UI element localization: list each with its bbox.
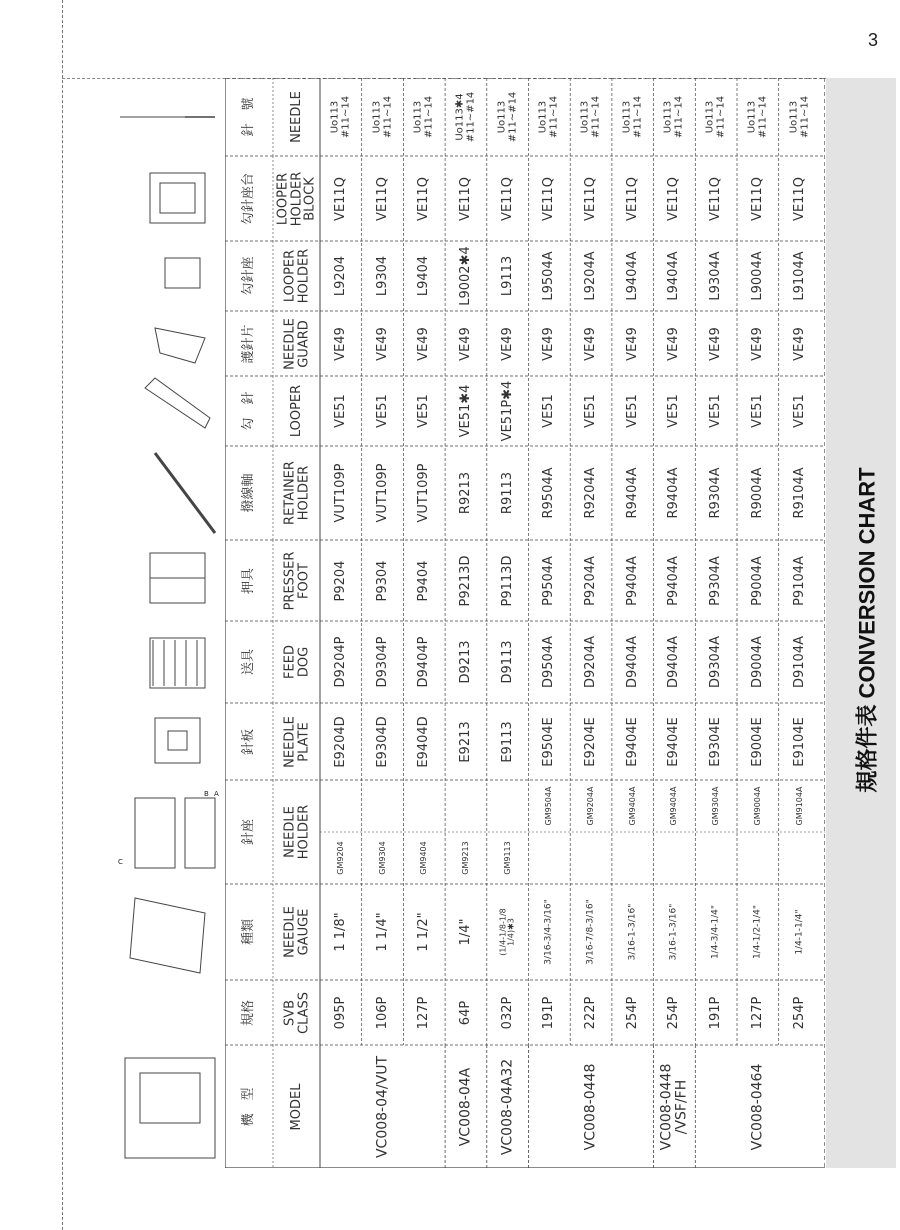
cell-gauge (499, 908, 516, 956)
cell-gauge: 3/16-1-3/16" (668, 903, 679, 961)
cell-plate: E9304E (708, 716, 724, 767)
cell-nh: GM9113 (502, 841, 512, 875)
cell-retainer: R9404A (624, 467, 640, 519)
header-looper-zh: 勾 針 (241, 391, 257, 431)
header-needle-en-line: NEEDLE (289, 91, 305, 143)
cell-gauge: 1 1/4" (374, 912, 390, 952)
header-model-en (290, 1083, 304, 1130)
cell-guard: VE49 (541, 326, 557, 361)
cell-foot: P9204 (333, 560, 349, 601)
cell-lholder: L9104A (791, 251, 807, 301)
cell-looper: VE51 (791, 394, 807, 428)
cell-nh: GM9304 (377, 841, 387, 875)
cell-needle (706, 96, 727, 138)
header-needle-holder-en-line: NEEDLE (282, 806, 298, 858)
cell-retainer: R9113 (499, 471, 515, 515)
cell-looper: VE51 (666, 394, 682, 428)
cell-nh: GM9104A (794, 786, 804, 826)
cell-needle-line: Uo113 (537, 100, 549, 134)
model-name-line: /VSF/FH (673, 1079, 690, 1134)
cell-plate: E9404D (416, 715, 432, 768)
cell-feed: D9004A (750, 636, 766, 688)
page-margin-line (62, 0, 63, 1230)
header-looper-holder-block-en (277, 171, 318, 226)
cell-needle-line: #11~14 (590, 95, 602, 139)
cell-plate: E9004E (750, 716, 766, 767)
cell-block: VE11Q (416, 176, 432, 221)
cell-block: VE11Q (791, 176, 807, 221)
cell-feed: D9204A (583, 636, 599, 688)
model-name: VC008-04/VUT (374, 1055, 391, 1158)
cell-plate: E9213 (458, 720, 474, 763)
cell-needle-line: #11~14 (423, 95, 435, 139)
header-model-en-line: MODEL (289, 1083, 305, 1130)
cell-block: VE11Q (666, 176, 682, 221)
header-presser-foot-en-line: PRESSER (282, 551, 298, 610)
cell-plate: E9204D (333, 715, 349, 768)
cell-nh: GM9204A (585, 786, 595, 826)
cell-lholder: L9204 (333, 255, 349, 297)
cell-guard: VE49 (416, 326, 432, 361)
cell-foot: P9213D (458, 555, 474, 606)
cell-foot: P9004A (750, 555, 766, 606)
cell-guard: VE49 (499, 326, 515, 361)
header-needle-guard-zh: 護針片 (241, 323, 257, 364)
header-looper-holder-block-en-line: BLOCK (302, 176, 318, 221)
cell-lholder: L9404 (416, 255, 432, 297)
header-looper-holder-block-zh: 勾針座台 (241, 172, 257, 225)
cell-needle-line: #11~14 (339, 95, 351, 139)
cell-class: 254P (791, 996, 807, 1029)
cell-looper: VE51✱4 (458, 384, 474, 438)
cell-block: VE11Q (499, 176, 515, 221)
cell-needle (539, 96, 560, 138)
cell-class: 254P (624, 996, 640, 1029)
cell-feed: D9504A (541, 636, 557, 688)
header-looper-holder-en (283, 249, 310, 304)
cell-lholder: L9404A (666, 251, 682, 301)
cell-needle-line: #11~14 (715, 95, 727, 139)
header-needle-zh: 針 號 (241, 97, 257, 137)
cell-lholder: L9204A (583, 251, 599, 301)
cell-feed: D9213 (458, 640, 474, 684)
cell-looper: VE51 (750, 394, 766, 428)
cell-block: VE11Q (624, 176, 640, 221)
cell-retainer: R9504A (541, 467, 557, 519)
header-needle-en (290, 91, 304, 143)
header-retainer-holder-en-line: RETAINER (282, 461, 298, 525)
dim-label-c: C (118, 858, 123, 866)
cell-foot: P9113D (499, 555, 515, 606)
header-gauge-en (283, 906, 310, 958)
cell-needle-line: Uo113 (704, 100, 716, 134)
cell-needle (497, 92, 518, 143)
cell-needle-line: Uo113 (412, 100, 424, 134)
cell-needle (789, 96, 810, 138)
cell-lholder: L9304A (708, 251, 724, 301)
header-feed-dog-en-line: DOG (296, 646, 311, 678)
cell-class: 127P (416, 996, 432, 1029)
cell-foot: P9404 (416, 560, 432, 601)
cell-guard: VE49 (750, 326, 766, 361)
sewing-machine-icon-inner (140, 1073, 200, 1123)
header-retainer-holder-en-line: HOLDER (296, 465, 311, 521)
cell-class: 222P (583, 996, 599, 1029)
cell-needle-line: Uo113 (746, 100, 758, 134)
header-looper-holder-zh: 勾針座 (241, 256, 257, 296)
cell-feed: D9304P (374, 636, 390, 688)
cell-needle (372, 96, 393, 138)
cell-looper: VE51 (583, 394, 599, 428)
cell-retainer: R9204A (583, 467, 599, 519)
cell-gauge: 3/16-3/4-3/16" (543, 899, 554, 965)
cell-foot: P9404A (666, 555, 682, 606)
cell-foot: P9104A (791, 555, 807, 606)
cell-needle-line: #11~14 (631, 95, 643, 139)
cell-lholder: L9504A (541, 251, 557, 301)
cell-guard: VE49 (458, 326, 474, 361)
cell-needle-line: #11~14 (756, 95, 768, 139)
cell-feed: D9113 (499, 640, 515, 684)
cell-gauge: 3/16-1-3/16" (627, 903, 638, 961)
cell-nh: GM9004A (752, 786, 762, 826)
page-number: 3 (867, 30, 878, 50)
cell-plate: E9113 (499, 720, 515, 763)
header-feed-dog-zh: 送具 (241, 648, 257, 676)
table-grid (225, 78, 825, 1168)
looper-holder-block-icon-inner (160, 183, 195, 213)
header-needle-holder-en-line: HOLDER (296, 804, 311, 860)
model-name: VC008-0464 (749, 1063, 766, 1150)
part-illustrations (65, 78, 225, 1168)
cell-class: 032P (499, 996, 515, 1029)
cell-gauge: 1/4" (458, 918, 474, 946)
header-feed-dog-en (283, 645, 310, 679)
needle-plate-icon (155, 718, 200, 763)
cell-needle-line: #11~#14 (506, 91, 518, 143)
cell-retainer: R9404A (666, 467, 682, 519)
cell-feed: D9404P (416, 636, 432, 688)
cell-block: VE11Q (708, 176, 724, 221)
header-needle-plate-en-line: NEEDLE (282, 715, 298, 768)
cell-class: 106P (374, 996, 390, 1029)
cell-retainer: R9304A (708, 467, 724, 519)
cell-needle-line: #11~14 (548, 95, 560, 139)
cell-guard: VE49 (791, 326, 807, 361)
header-feed-dog-en-line: FEED (282, 645, 298, 679)
cell-guard: VE49 (583, 326, 599, 361)
cell-plate: E9204E (583, 716, 599, 767)
cell-retainer: VUT109P (416, 463, 432, 523)
cell-guard: VE49 (624, 326, 640, 361)
header-model-zh: 機 型 (241, 1086, 257, 1127)
cell-retainer: R9213 (458, 471, 474, 515)
cell-needle-line: #11~14 (673, 95, 685, 139)
cell-needle-line: Uo113✱4 (454, 93, 466, 141)
header-class-zh: 規格 (241, 999, 257, 1026)
cell-class: 095P (333, 996, 349, 1029)
needle-plate-icon-slots (168, 731, 187, 750)
header-retainer-holder-zh: 撥線軸 (241, 473, 257, 513)
cell-gauge: 1 1/8" (333, 912, 349, 952)
header-needle-guard-en-line: GUARD (296, 319, 311, 368)
cell-looper: VE51P✱4 (499, 380, 515, 442)
header-needle-guard-en-line: NEEDLE (282, 317, 298, 370)
cell-guard: VE49 (333, 326, 349, 361)
cell-block: VE11Q (541, 176, 557, 221)
cell-needle (455, 92, 476, 143)
cell-feed: D9204P (333, 636, 349, 688)
cell-needle-line: #11~14 (381, 95, 393, 139)
cell-foot: P9304A (708, 555, 724, 606)
header-class-en-line: CLASS (296, 991, 311, 1034)
header-looper-holder-block-en-line: HOLDER (289, 171, 305, 226)
header-presser-foot-en (283, 551, 310, 610)
cell-needle-line: Uo113 (496, 100, 508, 134)
cell-class: 127P (750, 996, 766, 1029)
model-name: VC008-04A (457, 1067, 474, 1146)
cell-lholder: L9304 (374, 255, 390, 297)
cell-needle-line: Uo113 (579, 100, 591, 134)
cell-needle-line: Uo113 (621, 100, 633, 134)
header-needle-guard-en (283, 318, 310, 370)
cell-plate: E9104E (791, 716, 807, 767)
cell-feed: D9304A (708, 636, 724, 688)
header-needle-plate-en (283, 716, 310, 768)
looper-holder-block-icon (150, 173, 205, 223)
cell-retainer: VUT109P (333, 463, 349, 523)
cell-needle (622, 96, 643, 138)
header-looper-holder-en-line: HOLDER (296, 248, 311, 304)
cell-needle (747, 96, 768, 138)
cell-needle (414, 96, 435, 138)
cell-lholder: L9002✱4 (458, 246, 474, 306)
cell-class: 64P (458, 1000, 474, 1025)
header-retainer-holder-en (283, 461, 310, 525)
cell-class: 191P (708, 996, 724, 1029)
header-class-en (283, 991, 310, 1033)
cell-lholder: L9113 (499, 255, 515, 297)
cell-needle-line: Uo113 (788, 100, 800, 134)
cell-looper: VE51 (708, 394, 724, 428)
header-gauge-en-line: GAUGE (296, 908, 311, 956)
cell-foot: P9404A (624, 555, 640, 606)
cell-retainer: R9104A (791, 467, 807, 519)
cell-gauge: 3/16-7/8-3/16" (585, 899, 596, 965)
header-class-en-line: SVB (282, 999, 298, 1026)
header-looper-en (290, 385, 304, 437)
cell-needle-line: #11~14 (798, 95, 810, 139)
needle-guard-icon (155, 328, 205, 363)
cell-nh: GM9404A (627, 786, 637, 826)
cell-retainer: VUT109P (374, 463, 390, 523)
cell-class: 191P (541, 996, 557, 1029)
cell-feed: D9404A (666, 636, 682, 688)
cell-needle-line: Uo113 (329, 100, 341, 134)
cell-lholder: L9004A (750, 251, 766, 301)
needle-holder-diagram-icon (185, 798, 215, 868)
cell-guard: VE49 (708, 326, 724, 361)
looper-icon (145, 378, 210, 428)
chart-title: 規格件表 CONVERSION CHART (854, 467, 880, 793)
cell-looper: VE51 (416, 394, 432, 428)
header-looper-holder-block-en-line: LOOPER (275, 172, 291, 225)
cell-looper: VE51 (374, 394, 390, 428)
cell-nh: GM9404 (419, 841, 429, 875)
model-name (660, 1063, 689, 1150)
cell-nh: GM9213 (460, 841, 470, 875)
looper-holder-icon (165, 258, 200, 288)
cell-block: VE11Q (750, 176, 766, 221)
cell-needle-line: Uo113 (371, 100, 383, 134)
cell-foot: P9504A (541, 555, 557, 606)
cell-gauge: 1/4-1-1/4" (793, 909, 804, 955)
cell-block: VE11Q (374, 176, 390, 221)
header-gauge-en-line: NEEDLE (282, 906, 298, 958)
header-presser-foot-zh: 押具 (241, 567, 257, 594)
cell-foot: P9304 (374, 560, 390, 601)
cell-gauge: 1 1/2" (416, 912, 432, 952)
header-needle-holder-zh: 針座 (241, 818, 257, 846)
conversion-chart-table (225, 78, 825, 1168)
cell-feed: D9104A (791, 636, 807, 688)
cell-block: VE11Q (583, 176, 599, 221)
cell-foot: P9204A (583, 555, 599, 606)
cell-looper: VE51 (333, 394, 349, 428)
cell-plate: E9304D (374, 715, 390, 768)
header-gauge-zh: 種類 (241, 918, 257, 946)
cell-needle-line: #11~#14 (464, 91, 476, 143)
retainer-holder-icon (155, 453, 215, 533)
cell-gauge: 1/4-3/4-1/4" (710, 904, 721, 960)
cell-needle (581, 96, 602, 138)
header-presser-foot-en-line: FOOT (296, 562, 311, 599)
cell-plate: E9504E (541, 716, 557, 767)
cell-block: VE11Q (333, 176, 349, 221)
cell-nh: GM9404A (669, 786, 679, 826)
header-needle-plate-en-line: PLATE (296, 721, 311, 762)
header-looper-holder-en-line: LOOPER (282, 249, 298, 303)
cell-needle (664, 96, 685, 138)
model-name-line: VC008-0448 (658, 1063, 675, 1150)
cell-retainer: R9004A (750, 467, 766, 519)
cell-nh: GM9304A (710, 786, 720, 826)
cell-gauge-line: (1/4-1/8-1/8 (498, 908, 508, 956)
cell-nh: GM9204 (335, 841, 345, 875)
header-needle-plate-zh: 針板 (241, 728, 257, 755)
cell-block: VE11Q (458, 176, 474, 221)
cell-feed: D9404A (624, 636, 640, 688)
cell-needle-line: Uo113 (662, 100, 674, 134)
dim-label-a: A (214, 790, 219, 798)
header-looper-en-line: LOOPER (289, 384, 305, 438)
cell-gauge: 1/4-1/2-1/4" (752, 904, 763, 960)
cell-nh: GM9504A (544, 786, 554, 826)
cell-plate: E9404E (624, 716, 640, 767)
cell-gauge-line: 1/4)✱3 (506, 918, 516, 946)
cell-looper: VE51 (624, 394, 640, 428)
model-name: VC008-04A32 (499, 1058, 516, 1155)
cell-lholder: L9404A (624, 251, 640, 301)
model-name: VC008-0448 (582, 1063, 599, 1150)
cell-plate: E9404E (666, 716, 682, 767)
cell-class: 254P (666, 996, 682, 1029)
header-needle-holder-en (283, 805, 310, 860)
needle-holder-icon (135, 798, 175, 868)
cell-looper: VE51 (541, 394, 557, 428)
dim-label-b: B (204, 790, 209, 798)
cell-needle (330, 96, 351, 138)
needle-gauge-icon (130, 898, 205, 973)
cell-guard: VE49 (374, 326, 390, 361)
cell-guard: VE49 (666, 326, 682, 361)
